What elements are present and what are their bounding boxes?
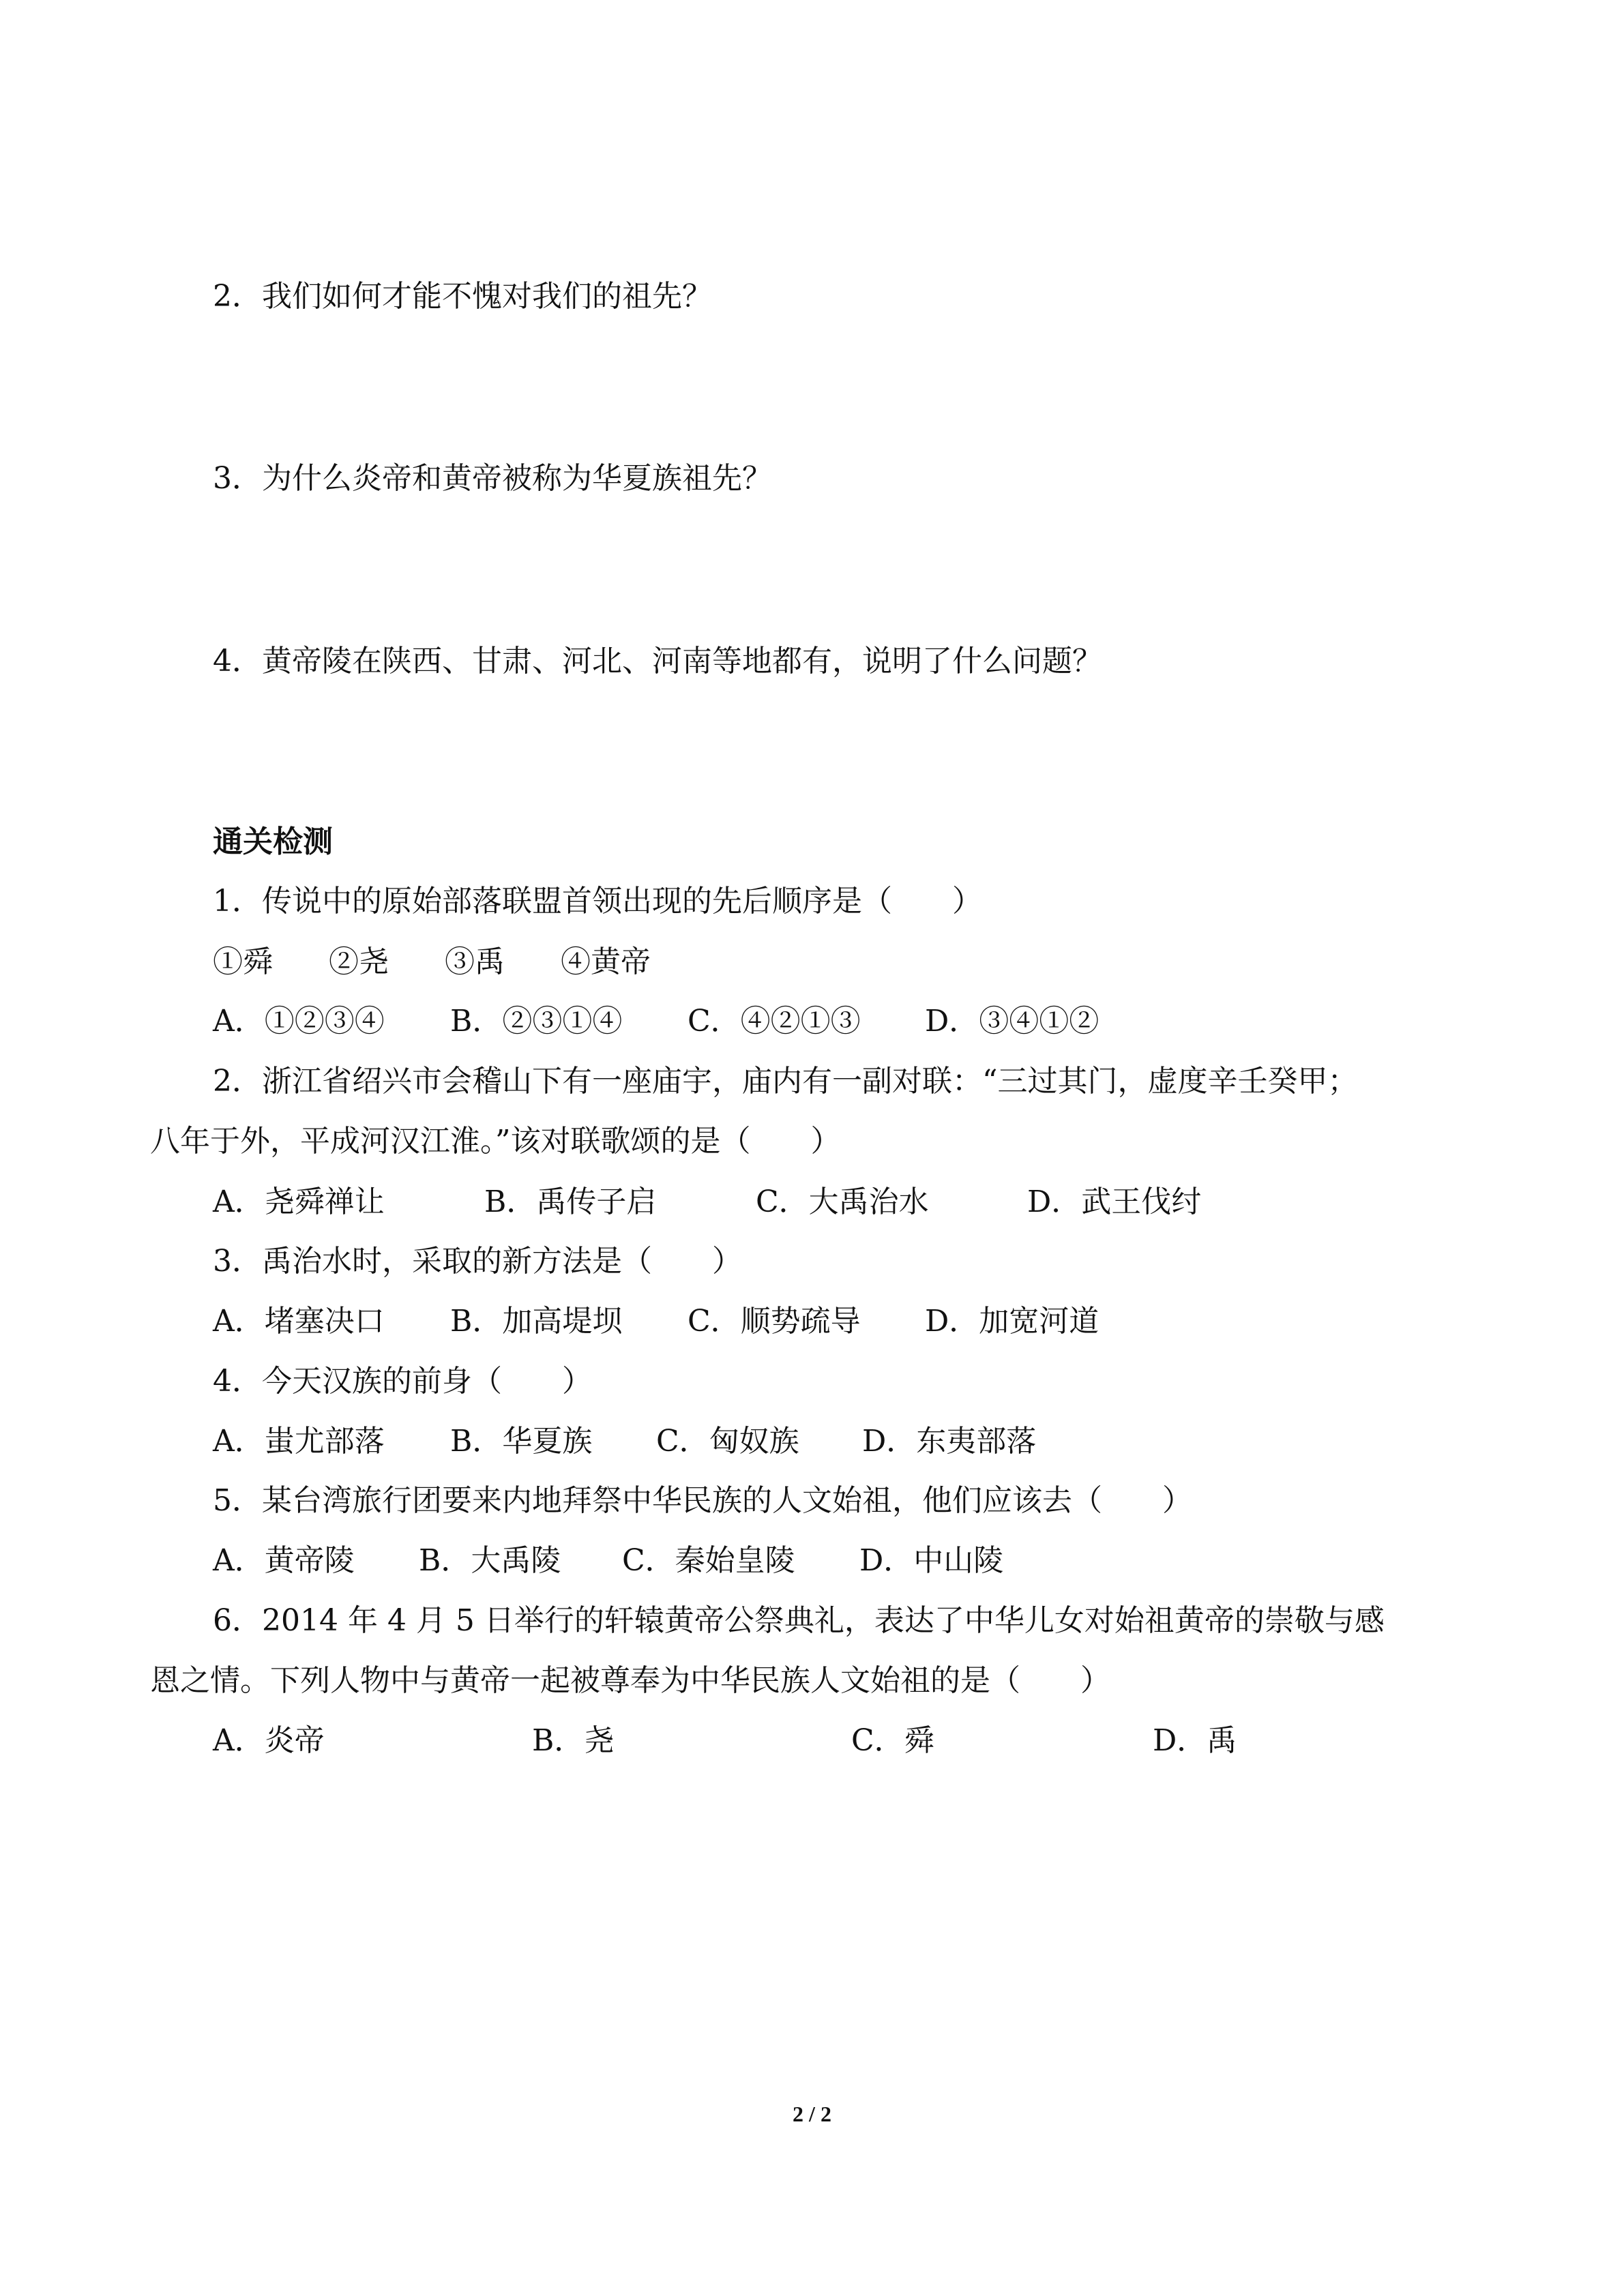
option-a: A．炎帝 — [213, 1723, 325, 1758]
option-b: B．尧 — [532, 1723, 615, 1758]
option-d: D．武王伐纣 — [1027, 1184, 1202, 1219]
discussion-question-2: 2．我们如何才能不愧对我们的祖先？ — [213, 279, 712, 314]
test-question-4-stem: 4．今天汉族的前身（ ） — [213, 1364, 592, 1399]
option-a: A．①②③④ — [213, 1004, 385, 1039]
section-heading: 通关检测 — [213, 824, 333, 859]
test-question-5-stem: 5．某台湾旅行团要来内地拜祭中华民族的人文始祖，他们应该去（ ） — [213, 1483, 1192, 1518]
option-b: B．大禹陵 — [419, 1543, 561, 1578]
option-c: C．匈奴族 — [656, 1424, 799, 1459]
test-question-3-options — [213, 1301, 1099, 1342]
test-question-1-options — [213, 1001, 1099, 1042]
test-question-2-options — [213, 1182, 1201, 1223]
test-question-4-options — [213, 1421, 1036, 1462]
option-d: D．东夷部落 — [862, 1424, 1037, 1459]
test-question-3-stem: 3．禹治水时，采取的新方法是（ ） — [213, 1244, 742, 1279]
option-d: D．中山陵 — [859, 1543, 1004, 1578]
test-question-1-items — [213, 942, 651, 983]
option-c: C．顺势疏导 — [688, 1304, 861, 1339]
discussion-question-4: 4．黄帝陵在陕西、甘肃、河北、河南等地都有，说明了什么问题？ — [213, 644, 1102, 679]
option-b: B．加高堤坝 — [450, 1304, 623, 1339]
item-1: ①舜 — [213, 944, 273, 979]
page-number: 2 / 2 — [793, 2102, 831, 2126]
option-a: A．黄帝陵 — [213, 1543, 355, 1578]
test-question-5-options — [213, 1540, 1003, 1581]
option-d: D．③④①② — [925, 1004, 1099, 1039]
option-b: B．华夏族 — [450, 1424, 593, 1459]
option-a: A．尧舜禅让 — [213, 1184, 385, 1219]
option-c: C．秦始皇陵 — [622, 1543, 795, 1578]
item-3: ③禹 — [445, 944, 505, 979]
option-a: A．蚩尤部落 — [213, 1424, 385, 1459]
test-question-6-stem-line1: 6．2014 年 4 月 5 日举行的轩辕黄帝公祭典礼，表达了中华儿女对始祖黄帝的崇敬与感 — [213, 1603, 1385, 1638]
option-d: D．加宽河道 — [925, 1304, 1099, 1339]
test-question-6-stem-line2: 恩之情。下列人物中与黄帝一起被尊奉为中华民族人文始祖的是（ ） — [150, 1663, 1110, 1698]
option-c: C．大禹治水 — [756, 1184, 929, 1219]
item-4: ④黄帝 — [561, 944, 651, 979]
option-d: D．禹 — [1153, 1723, 1237, 1758]
option-a: A．堵塞决口 — [213, 1304, 385, 1339]
test-question-2-stem-line1: 2．浙江省绍兴市会稽山下有一座庙宇，庙内有一副对联：“三过其门，虚度辛壬癸甲； — [213, 1064, 1358, 1099]
option-b: B．禹传子启 — [484, 1184, 657, 1219]
item-2: ②尧 — [329, 944, 389, 979]
test-question-1-stem: 1．传说中的原始部落联盟首领出现的先后顺序是（ ） — [213, 884, 982, 919]
option-c: C．④②①③ — [688, 1004, 861, 1039]
discussion-question-3: 3．为什么炎帝和黄帝被称为华夏族祖先？ — [213, 461, 772, 496]
test-question-6-options — [213, 1720, 1237, 1761]
option-c: C．舜 — [851, 1723, 934, 1758]
option-b: B．②③①④ — [450, 1004, 623, 1039]
test-question-2-stem-line2: 八年于外，平成河汉江淮。”该对联歌颂的是（ ） — [150, 1124, 841, 1159]
